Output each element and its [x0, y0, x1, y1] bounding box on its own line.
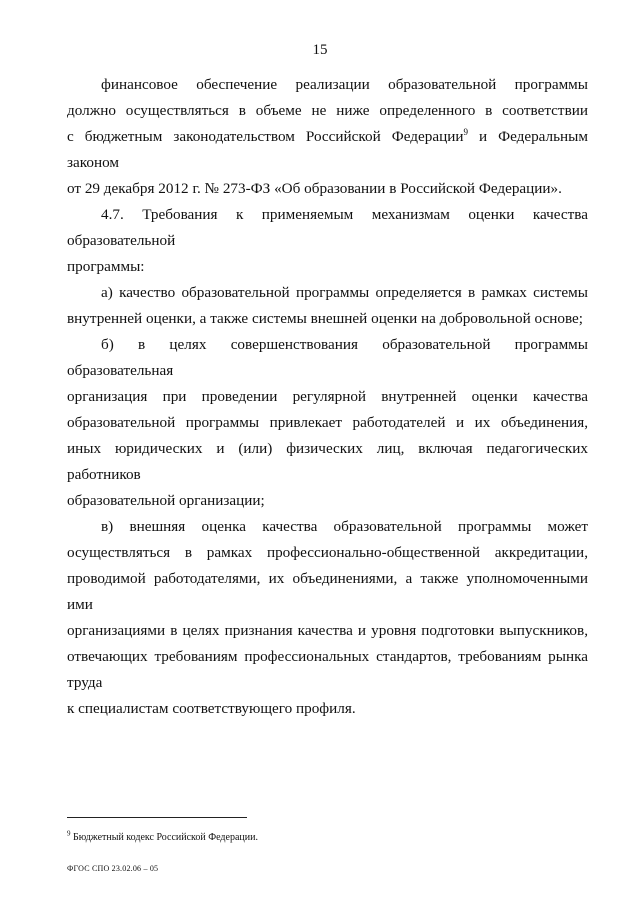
text-line: к специалистам соответствующего профиля. [67, 700, 356, 717]
text-line [67, 124, 588, 176]
paragraph-item-b [67, 332, 588, 514]
text-line: финансовое обеспечение реализации образовательной программы [101, 76, 588, 93]
text-line: образовательной организации; [67, 492, 265, 509]
text-line: иных юридических и (или) физических лиц, включая педагогических работников [67, 440, 588, 483]
text-line: внутренней оценки, а также системы внешней оценки на добровольной основе; [67, 310, 583, 327]
paragraph-item-v [67, 514, 588, 722]
text-line: осуществляться в рамках профессионально-общественной аккредитации, [67, 544, 588, 561]
footnote-marker: 9 [67, 829, 71, 838]
footnote-reference: 9 [463, 126, 468, 137]
footnote [67, 829, 258, 843]
text-line: от 29 декабря 2012 г. № 273-ФЗ «Об образовании в Российской Федерации». [67, 180, 562, 197]
document-body [67, 72, 588, 722]
text-line: организация при проведении регулярной внутренней оценки качества [67, 388, 588, 405]
text-line: а) качество образовательной программы определяется в рамках системы [101, 284, 588, 301]
text-line: 4.7. Требования к применяемым механизмам оценки качества образовательной [67, 206, 588, 249]
document-code: ФГОС СПО 23.02.06 – 05 [67, 864, 159, 873]
text-line: должно осуществляться в объеме не ниже определенного в соответствии [67, 102, 588, 119]
paragraph-item-a [67, 280, 588, 332]
text-line: отвечающих требованиям профессиональных стандартов, требованиям рынка труда [67, 648, 588, 691]
text-fragment: с бюджетным законодательством Российской Федерации [67, 128, 464, 145]
text-line: организациями в целях признания качества и уровня подготовки выпускников, [67, 622, 588, 639]
paragraph-financing [67, 72, 588, 202]
text-line: б) в целях совершенствования образовательной программы образовательная [67, 336, 588, 379]
page-number: 15 [312, 42, 328, 58]
text-line: в) внешняя оценка качества образовательной программы может [101, 518, 588, 535]
text-line: образовательной программы привлекает работодателей и их объединения, [67, 414, 588, 431]
footnote-text: Бюджетный кодекс Российской Федерации. [70, 832, 258, 843]
text-line: программы: [67, 258, 145, 275]
paragraph-4-7 [67, 202, 588, 280]
text-fragment: и Федеральным законом [67, 128, 588, 171]
footnote-divider [67, 817, 247, 818]
text-line: проводимой работодателями, их объединениями, а также уполномоченными ими [67, 570, 588, 613]
